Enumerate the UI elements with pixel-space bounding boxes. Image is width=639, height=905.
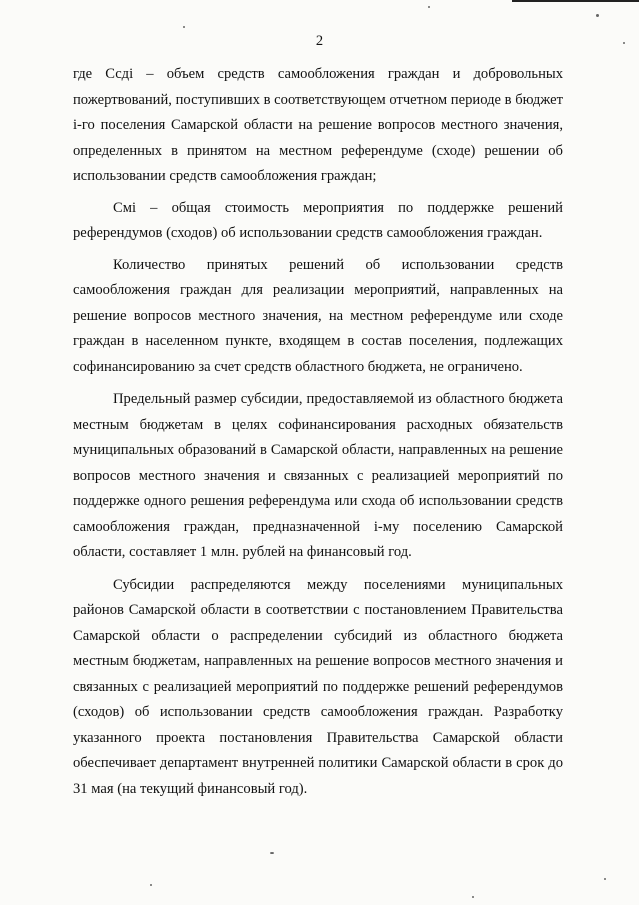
- scan-speck: [270, 852, 274, 854]
- paragraph-definition-ssd: где Ссдi – объем средств самообложения граждан и добровольных пожертвований, поступивших в соответствующем отчетном периоде в бюджет i-го поселения Самарской области на решение вопросов местного значения, определенных в принятом на местном референдуме (сходе) решении об использовании средств самообложения граждан;: [73, 66, 563, 184]
- scan-speck: [183, 26, 185, 28]
- scan-speck: [623, 42, 625, 44]
- scan-speck: [150, 884, 152, 886]
- paragraph-decisions-count: Количество принятых решений об использовании средств самообложения граждан для реализации мероприятий, направленных на решение вопросов местного значения, на местном референдуме или сходе граждан в населенном пункте, входящем в состав поселения, подлежащих софинансированию за счет средств областного бюджета, не ограничено.: [73, 256, 563, 375]
- paragraph-subsidy-distribution: Субсидии распределяются между поселениями муниципальных районов Самарской области в соответствии с постановлением Правительства Самарской области о распределении субсидий из областного бюджета местным бюджетам, направленных на решение вопросов местного значения и связанных с реализацией мероприятий по поддержке решений референдумов (сходов) об использовании средств самообложения граждан. Разработку указанного проекта постановления Правительства Самарской области обеспечивает департамент внутренней политики Самарской области в срок до 31 мая (на текущий финансовый год).: [73, 576, 563, 797]
- document-body: [73, 62, 563, 802]
- scan-edge-line: [512, 0, 639, 2]
- scan-speck: [428, 6, 430, 8]
- paragraph-definition-sm: Смi – общая стоимость мероприятия по поддержке решений референдумов (сходов) об использовании средств самообложения граждан.: [73, 199, 563, 241]
- scan-speck: [604, 878, 606, 880]
- paragraph-subsidy-limit: Предельный размер субсидии, предоставляемой из областного бюджета местным бюджетам в целях софинансирования расходных обязательств муниципальных образований в Самарской области, направленных на решение вопросов местного значения и связанных с реализацией мероприятий по поддержке одного решения референдума или схода об использовании средств самообложения граждан, предназначенной i-му поселению Самарской области, составляет 1 млн. рублей на финансовый год.: [73, 391, 563, 560]
- page-number: 2: [315, 33, 324, 49]
- scan-speck: [472, 896, 474, 898]
- scan-speck: [596, 14, 599, 17]
